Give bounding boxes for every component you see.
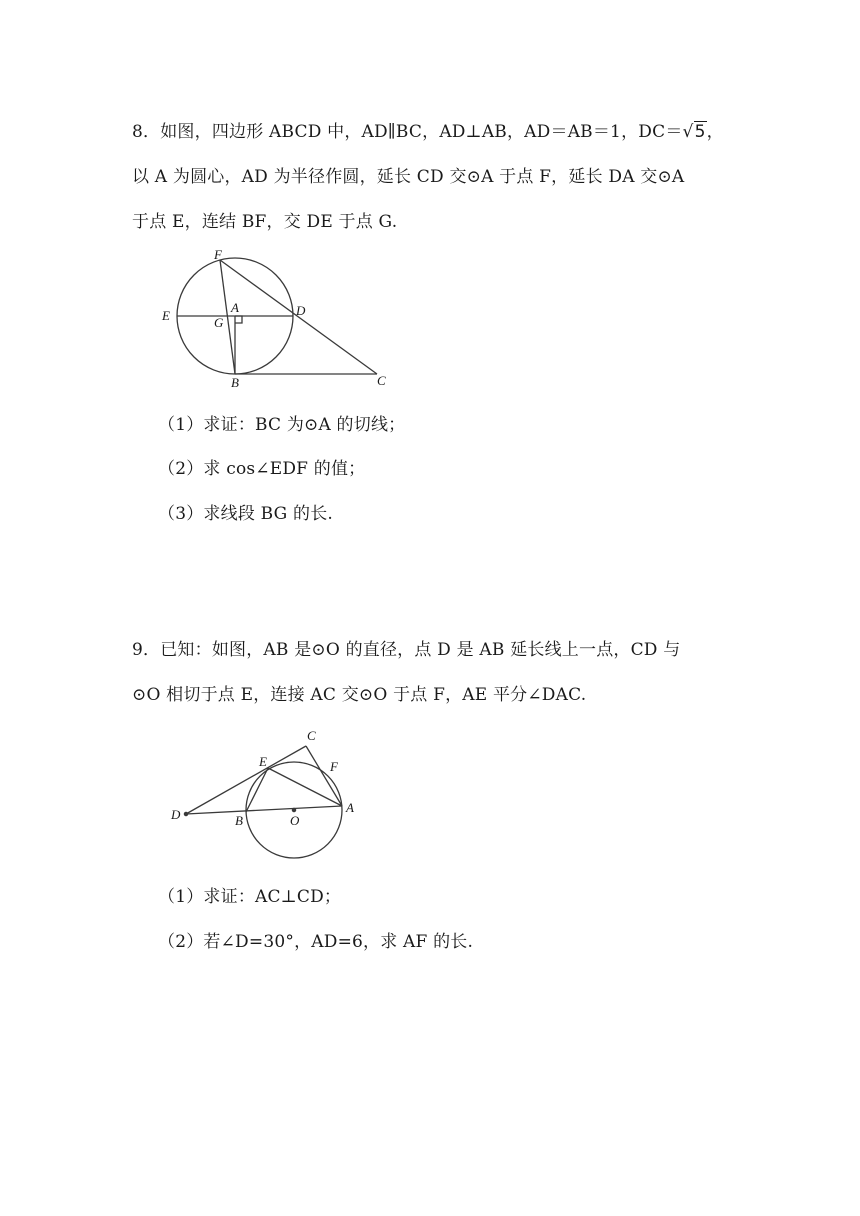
label-e: E: [162, 308, 170, 323]
label-c: C: [377, 373, 386, 388]
segment-da: [186, 806, 342, 814]
problem-9-question-1: （1）求证：AC⊥CD；: [158, 887, 342, 907]
label-g: G: [214, 315, 224, 330]
point-d-dot: [184, 812, 187, 815]
problem-8-line-3: 于点 E，连结 BF，交 DE 于点 G.: [132, 212, 398, 232]
label-b: B: [235, 813, 243, 828]
problem-8-question-2: （2）求 cos∠EDF 的值；: [158, 459, 366, 479]
problem-8-line-1-end: ，: [706, 122, 724, 142]
label-c: C: [307, 728, 316, 743]
label-a: A: [346, 800, 354, 815]
problem-8-line-1-text: 8．如图，四边形 ABCD 中，AD∥BC，AD⊥AB，AD＝AB＝1，DC＝: [132, 122, 683, 142]
label-f: F: [330, 759, 338, 774]
label-d: D: [296, 303, 306, 318]
problem-8-question-3: （3）求线段 BG 的长.: [158, 504, 334, 524]
segment-eb: [246, 768, 268, 812]
sqrt-radicand: 5: [694, 122, 706, 142]
label-o: O: [290, 813, 300, 828]
problem-8-question-1: （1）求证：BC 为⊙A 的切线；: [158, 415, 406, 435]
problem-9-line-1: 9．已知：如图，AB 是⊙O 的直径，点 D 是 AB 延长线上一点，CD 与: [132, 640, 681, 660]
sqrt-five: √5: [682, 122, 706, 142]
label-e: E: [259, 754, 267, 769]
label-f: F: [214, 247, 222, 262]
label-d: D: [171, 807, 181, 822]
problem-8-line-2: 以 A 为圆心，AD 为半径作圆，延长 CD 交⊙A 于点 F，延长 DA 交⊙A: [132, 167, 685, 187]
label-b: B: [231, 375, 239, 390]
center-o-dot: [292, 808, 295, 811]
problem-9-line-2: ⊙O 相切于点 E，连接 AC 交⊙O 于点 F，AE 平分∠DAC.: [132, 685, 587, 705]
problem-9-question-2: （2）若∠D=30°，AD=6，求 AF 的长.: [158, 932, 474, 952]
label-a: A: [231, 300, 239, 315]
